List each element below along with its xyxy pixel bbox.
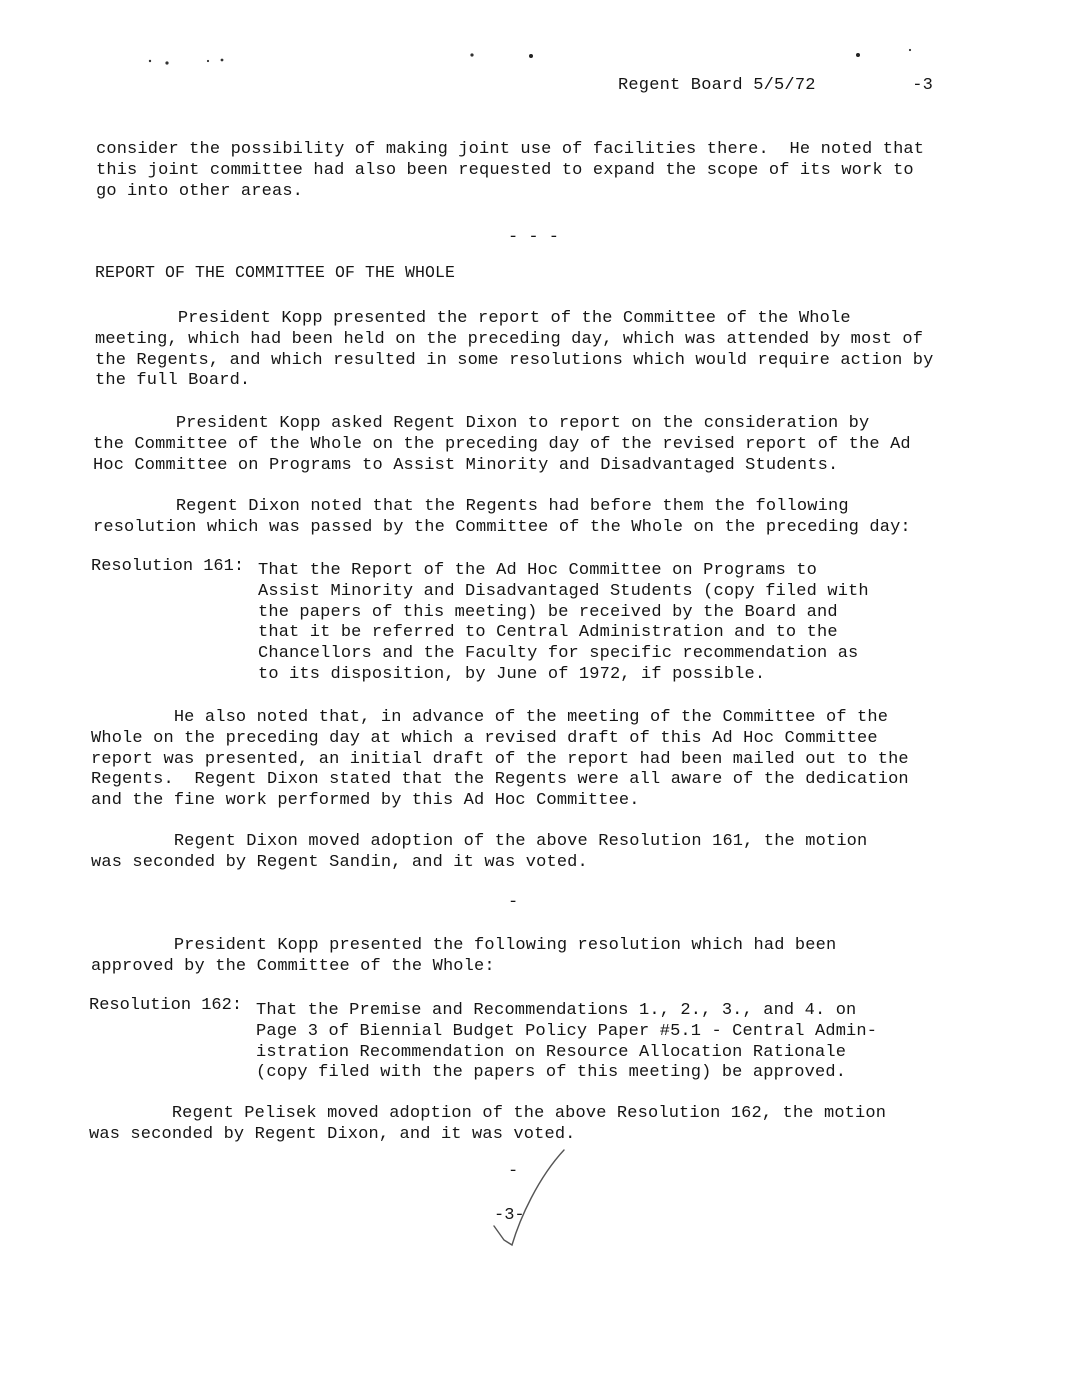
paragraph-continuation: consider the possibility of making joint use of facilities there. He noted that this joint committee had also been requested to expand the scope of its work to go into other areas. [96, 140, 925, 201]
paragraph-advance-draft: He also noted that, in advance of the meeting of the Committee of the Whole on the preceding day at which a revised draft of this Ad Hoc Committee report was presented, an initial draft of the report had been mailed out to the Regents. Regent Dixon stated that the Regents were all aware of the dedication and the fine work performed by this Ad Hoc Committee. [91, 708, 909, 811]
paragraph-motion-162: Regent Pelisek moved adoption of the above Resolution 162, the motion was seconded by Regent Dixon, and it was voted. [89, 1104, 887, 1144]
paragraph-resolution-intro: Regent Dixon noted that the Regents had before them the following resolution which was passed by the Committee of the Whole on the preceding day: [93, 497, 911, 537]
separator-dash: - [508, 893, 519, 912]
paragraph-motion-161: Regent Dixon moved adoption of the above Resolution 161, the motion was seconded by Regent Sandin, and it was voted. [91, 832, 868, 872]
paragraph-committee-report: President Kopp presented the report of the Committee of the Whole meeting, which had been held on the preceding day, which was attended by most of the Regents, and which resulted in some resolutions which would require action by the full Board. [95, 309, 934, 391]
separator-dash-footer: - [508, 1162, 519, 1181]
resolution-161-label: Resolution 161: [91, 557, 245, 576]
separator-dashes: - - - [508, 228, 560, 247]
resolution-162-label: Resolution 162: [89, 996, 243, 1015]
section-heading: REPORT OF THE COMMITTEE OF THE WHOLE [95, 263, 456, 282]
resolution-161-text: That the Report of the Ad Hoc Committee on Programs to Assist Minority and Disadvantaged Students (copy filed with the papers of this meeting) be received by the Board and that it be referred to Central Administration and to the Chancellors and the Faculty for specific recommendation as to its disposition, by June of 1972, if possible. [258, 561, 869, 684]
scan-specks [0, 0, 1067, 80]
header-title: Regent Board 5/5/72 [618, 76, 816, 95]
header-page-number: -3 [912, 76, 933, 95]
footer-page-number: -3- [494, 1206, 525, 1225]
handwritten-checkmark [480, 1148, 580, 1258]
paragraph-resolution-162-intro: President Kopp presented the following resolution which had been approved by the Committee of the Whole: [91, 936, 837, 976]
resolution-162-text: That the Premise and Recommendations 1., 2., 3., and 4. on Page 3 of Biennial Budget Policy Paper #5.1 - Central Admin- istration Recommendation on Resource Allocation Rationale (copy filed with the papers of this meeting) be approved. [256, 1001, 878, 1083]
paragraph-dixon-report: President Kopp asked Regent Dixon to report on the consideration by the Committee of the Whole on the preceding day of the revised report of the Ad Hoc Committee on Programs to Assist Minority and Disadvantaged Students. [93, 414, 911, 475]
